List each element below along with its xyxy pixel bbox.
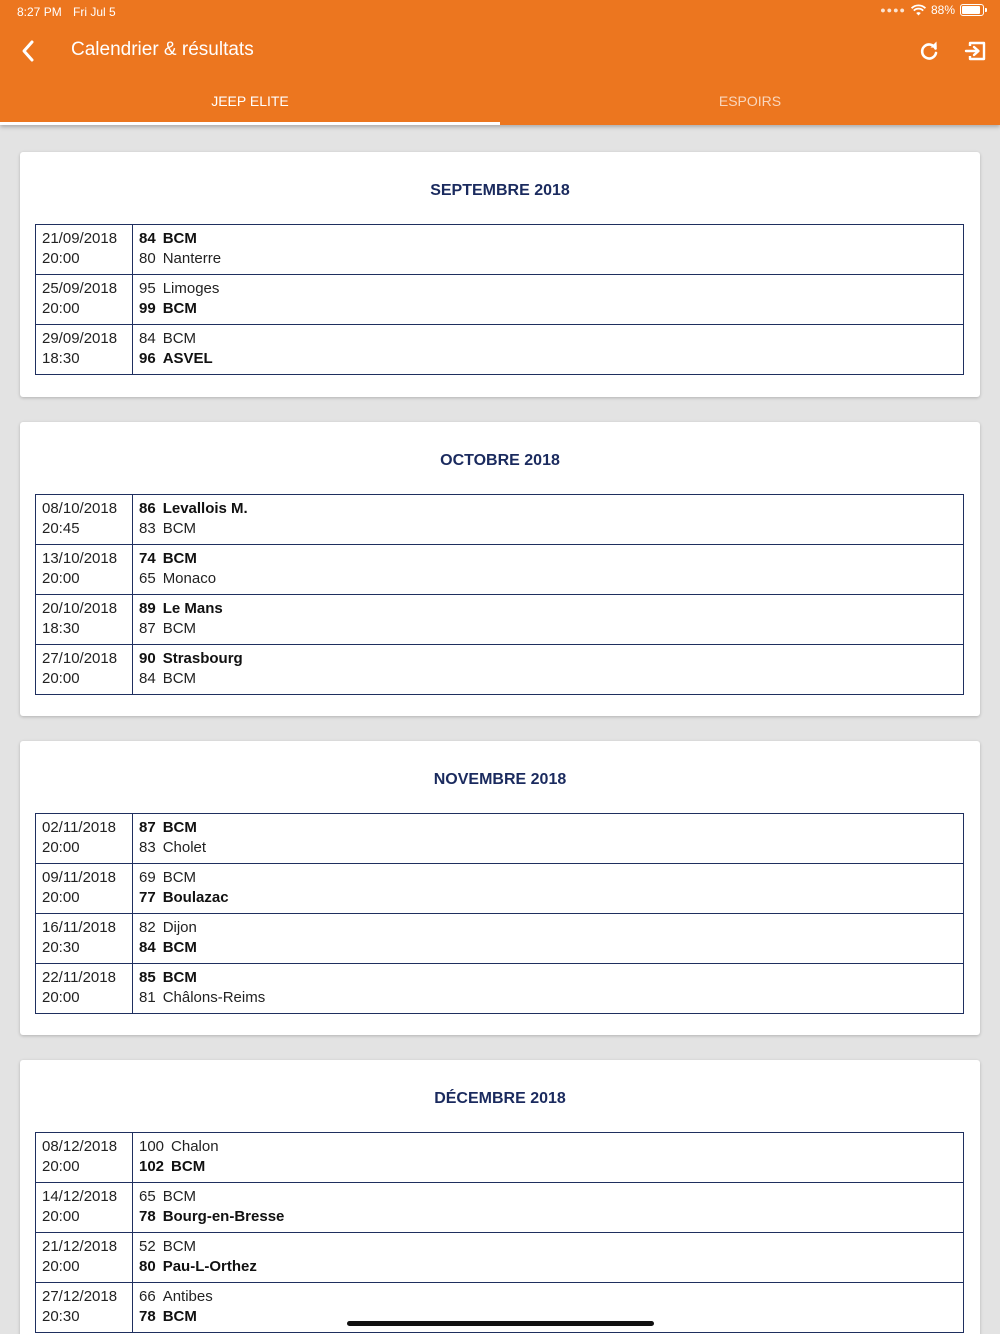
away-team: BCM (162, 520, 197, 537)
home-team-line (139, 549, 957, 569)
game-time: 20:00 (42, 1258, 80, 1275)
away-score: 87 (139, 620, 156, 637)
home-score: 85 (139, 969, 156, 986)
away-team-line (139, 669, 957, 689)
game-datetime-cell (36, 595, 133, 645)
home-score: 87 (139, 819, 156, 836)
game-datetime-cell (36, 325, 133, 375)
active-tab-indicator (0, 122, 500, 125)
month-title: OCTOBRE 2018 (440, 452, 560, 469)
game-time: 20:45 (42, 520, 80, 537)
home-indicator (347, 1321, 654, 1326)
game-score-cell (133, 595, 964, 645)
battery-level (962, 6, 980, 14)
month-title: NOVEMBRE 2018 (433, 771, 567, 788)
away-score: 80 (139, 1258, 156, 1275)
game-date: 14/12/2018 (42, 1188, 118, 1205)
away-team: Pau-L-Orthez (162, 1258, 257, 1275)
away-score: 102 (139, 1158, 165, 1175)
game-row[interactable] (36, 595, 964, 645)
game-score-cell (133, 1133, 964, 1183)
home-team-line (139, 968, 957, 988)
away-score: 78 (139, 1208, 156, 1225)
game-time: 18:30 (42, 620, 80, 637)
home-team-line (139, 649, 957, 669)
home-team: BCM (162, 330, 197, 347)
game-datetime-cell (36, 1283, 133, 1333)
game-date: 02/11/2018 (42, 819, 116, 836)
game-datetime-cell (36, 645, 133, 695)
game-score-cell (133, 645, 964, 695)
away-score: 77 (139, 889, 156, 906)
game-score-cell (133, 495, 964, 545)
game-score-cell (133, 914, 964, 964)
signal-dots-icon: ●●●● (880, 5, 906, 15)
game-row[interactable] (36, 914, 964, 964)
game-row[interactable] (36, 225, 964, 275)
game-time: 20:00 (42, 1158, 80, 1175)
game-row[interactable] (36, 864, 964, 914)
away-team: Nanterre (162, 250, 222, 267)
home-team-line (139, 599, 957, 619)
home-team-line (139, 1287, 957, 1307)
page-title: Calendrier & résultats (71, 39, 254, 60)
game-time: 20:30 (42, 1308, 80, 1325)
month-card (20, 741, 980, 1035)
away-team: BCM (162, 670, 197, 687)
away-team: BCM (162, 939, 197, 956)
home-score: 89 (139, 600, 156, 617)
home-team-line (139, 818, 957, 838)
away-team: BCM (162, 1308, 197, 1325)
month-title: DÉCEMBRE 2018 (434, 1090, 566, 1107)
home-team: Dijon (162, 919, 197, 936)
away-team: BCM (171, 1158, 206, 1175)
month-title: SEPTEMBRE 2018 (430, 182, 570, 199)
game-date: 13/10/2018 (42, 550, 118, 567)
battery-percent: 88% (930, 3, 955, 17)
game-time: 20:00 (42, 889, 80, 906)
back-arrow-icon[interactable] (16, 36, 44, 66)
away-score: 65 (139, 570, 156, 587)
game-row[interactable] (36, 325, 964, 375)
away-team-line (139, 838, 957, 858)
home-team-line (139, 1187, 957, 1207)
away-team: BCM (162, 620, 197, 637)
home-team: BCM (162, 230, 197, 247)
game-datetime-cell (36, 1183, 133, 1233)
game-score-cell (133, 325, 964, 375)
away-team: Bourg-en-Bresse (162, 1208, 285, 1225)
games-table (35, 1132, 964, 1333)
game-time: 20:00 (42, 250, 80, 267)
home-team: Levallois M. (162, 500, 248, 517)
game-datetime-cell (36, 814, 133, 864)
month-card (20, 152, 980, 397)
games-table (35, 813, 964, 1014)
status-time: 8:27 PM (17, 5, 62, 19)
game-row[interactable] (36, 1233, 964, 1283)
away-team-line (139, 1207, 957, 1227)
home-team: BCM (162, 969, 197, 986)
home-score: 95 (139, 280, 156, 297)
home-team: Le Mans (162, 600, 223, 617)
away-team-line (139, 888, 957, 908)
away-team-line (139, 988, 957, 1008)
home-team: BCM (162, 869, 197, 886)
home-team-line (139, 1137, 957, 1157)
tab-label: ESPOIRS (718, 93, 782, 109)
game-score-cell (133, 1183, 964, 1233)
home-score: 100 (139, 1138, 165, 1155)
tab-bar (0, 80, 1000, 125)
game-datetime-cell (36, 225, 133, 275)
away-team-line (139, 619, 957, 639)
game-date: 16/11/2018 (42, 919, 116, 936)
game-date: 22/11/2018 (42, 969, 116, 986)
tab-espoirs[interactable] (500, 80, 1000, 125)
games-table (35, 494, 964, 695)
home-score: 66 (139, 1288, 156, 1305)
home-score: 74 (139, 550, 156, 567)
game-date: 09/11/2018 (42, 869, 116, 886)
month-card (20, 1060, 980, 1334)
home-team-line (139, 279, 957, 299)
game-date: 27/12/2018 (42, 1288, 118, 1305)
game-date: 08/12/2018 (42, 1138, 118, 1155)
home-team-line (139, 918, 957, 938)
away-team-line (139, 1257, 957, 1277)
away-team: Monaco (162, 570, 217, 587)
game-datetime-cell (36, 864, 133, 914)
home-team: Antibes (162, 1288, 213, 1305)
game-datetime-cell (36, 545, 133, 595)
away-team: Châlons-Reims (162, 989, 266, 1006)
game-score-cell (133, 814, 964, 864)
tab-label: JEEP ELITE (211, 93, 289, 109)
logout-icon[interactable] (962, 36, 990, 66)
away-team-line (139, 1157, 957, 1177)
game-score-cell (133, 864, 964, 914)
home-score: 65 (139, 1188, 156, 1205)
battery-icon (960, 4, 984, 16)
game-row[interactable] (36, 645, 964, 695)
game-score-cell (133, 225, 964, 275)
away-score: 78 (139, 1308, 156, 1325)
away-team: ASVEL (162, 350, 213, 367)
game-time: 18:30 (42, 350, 80, 367)
away-team: BCM (162, 300, 197, 317)
home-team-line (139, 329, 957, 349)
game-row[interactable] (36, 275, 964, 325)
game-date: 25/09/2018 (42, 280, 118, 297)
home-team-line (139, 1237, 957, 1257)
game-row[interactable] (36, 1183, 964, 1233)
home-team: BCM (162, 550, 197, 567)
game-row[interactable] (36, 1133, 964, 1183)
game-date: 21/09/2018 (42, 230, 118, 247)
game-datetime-cell (36, 495, 133, 545)
home-team-line (139, 229, 957, 249)
away-team-line (139, 519, 957, 539)
game-date: 27/10/2018 (42, 650, 118, 667)
away-team: Boulazac (162, 889, 229, 906)
away-score: 84 (139, 939, 156, 956)
home-team: BCM (162, 1188, 197, 1205)
game-row[interactable] (36, 545, 964, 595)
game-datetime-cell (36, 1233, 133, 1283)
away-score: 83 (139, 520, 156, 537)
game-date: 08/10/2018 (42, 500, 118, 517)
away-score: 83 (139, 839, 156, 856)
home-team-line (139, 868, 957, 888)
refresh-icon[interactable] (915, 36, 943, 66)
game-row[interactable] (36, 495, 964, 545)
away-score: 96 (139, 350, 156, 367)
game-date: 21/12/2018 (42, 1238, 118, 1255)
away-team-line (139, 569, 957, 589)
away-team-line (139, 938, 957, 958)
game-time: 20:30 (42, 939, 80, 956)
away-team-line (139, 299, 957, 319)
away-team-line (139, 349, 957, 369)
home-score: 84 (139, 230, 156, 247)
home-team: BCM (162, 1238, 197, 1255)
game-time: 20:00 (42, 670, 80, 687)
game-score-cell (133, 964, 964, 1014)
home-team-line (139, 499, 957, 519)
game-date: 29/09/2018 (42, 330, 118, 347)
game-row[interactable] (36, 964, 964, 1014)
game-datetime-cell (36, 275, 133, 325)
game-time: 20:00 (42, 570, 80, 587)
month-card (20, 422, 980, 716)
game-time: 20:00 (42, 989, 80, 1006)
game-time: 20:00 (42, 1208, 80, 1225)
home-score: 69 (139, 869, 156, 886)
home-team: Strasbourg (162, 650, 243, 667)
game-datetime-cell (36, 1133, 133, 1183)
home-team: BCM (162, 819, 197, 836)
games-table (35, 224, 964, 375)
schedule-list[interactable] (0, 125, 1000, 1334)
game-time: 20:00 (42, 839, 80, 856)
status-indicators (880, 3, 984, 17)
game-datetime-cell (36, 914, 133, 964)
game-score-cell (133, 275, 964, 325)
app-bar (0, 0, 1000, 125)
game-score-cell (133, 1233, 964, 1283)
away-score: 99 (139, 300, 156, 317)
home-score: 86 (139, 500, 156, 517)
status-bar (0, 0, 1000, 24)
game-row[interactable] (36, 814, 964, 864)
away-score: 80 (139, 250, 156, 267)
away-score: 84 (139, 670, 156, 687)
tab-jeep-elite[interactable] (0, 80, 500, 125)
game-datetime-cell (36, 964, 133, 1014)
home-score: 82 (139, 919, 156, 936)
away-team: Cholet (162, 839, 207, 856)
home-score: 90 (139, 650, 156, 667)
game-time: 20:00 (42, 300, 80, 317)
home-team: Limoges (162, 280, 220, 297)
game-score-cell (133, 545, 964, 595)
away-score: 81 (139, 989, 156, 1006)
status-date: Fri Jul 5 (73, 5, 116, 19)
game-date: 20/10/2018 (42, 600, 118, 617)
home-score: 84 (139, 330, 156, 347)
home-score: 52 (139, 1238, 156, 1255)
wifi-icon (911, 4, 926, 16)
home-team: Chalon (171, 1138, 219, 1155)
away-team-line (139, 249, 957, 269)
